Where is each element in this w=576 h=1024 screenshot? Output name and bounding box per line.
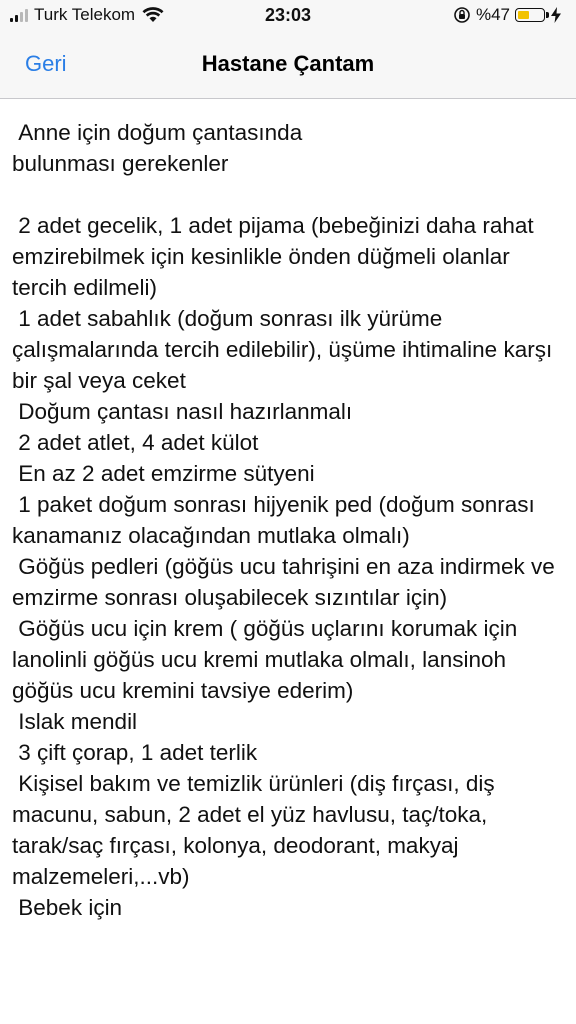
charging-icon	[550, 7, 562, 23]
battery-percent: %47	[475, 5, 510, 24]
battery-icon	[515, 8, 545, 22]
status-time: 23:03	[264, 5, 312, 25]
page-title: Hastane Çantam	[201, 51, 375, 76]
back-button[interactable]: Geri	[25, 51, 67, 76]
status-right	[453, 5, 562, 25]
navigation-bar	[0, 34, 576, 99]
status-bar	[0, 0, 576, 34]
carrier-name: Turk Telekom	[34, 5, 136, 24]
content-scroll-view[interactable]	[0, 99, 576, 935]
article-text: Anne için doğum çantasında bulunması gerekenler 2 adet gecelik, 1 adet pijama (bebeğinizi daha rahat emzirebilmek için kesinlikle önden düğmeli olanlar tercih edilmeli) 1 adet sabahlık (doğum sonrası ilk yürüme çalışmalarında tercih edilebilir), üşüme ihtimaline karşı bir şal veya ceket Doğum çantası nasıl hazırlanmalı 2 adet atlet, 4 adet külot En az 2 adet emzirme sütyeni 1 paket doğum sonrası hijyenik ped (doğum sonrası kanamanız olacağından mutlaka olmalı) Göğüs pedleri (göğüs ucu tahrişini en aza indirmek ve emzirme sonrası oluşabilecek sızıntılar için) Göğüs ucu için krem ( göğüs uçlarını korumak için lanolinli göğüs ucu kremi mutlaka olmalı, lansinoh göğüs ucu kremini tavsiye ederim) Islak mendil 3 çift çorap, 1 adet terlik Kişisel bakım ve temizlik ürünleri (diş fırçası, diş macunu, sabun, 2 adet el yüz havlusu, taç/toka, tarak/saç fırçası, kolonya, deodorant, makyaj malzemeleri,...vb) Bebek için	[12, 120, 555, 920]
battery-level	[518, 11, 529, 19]
orientation-lock-icon	[453, 6, 471, 24]
